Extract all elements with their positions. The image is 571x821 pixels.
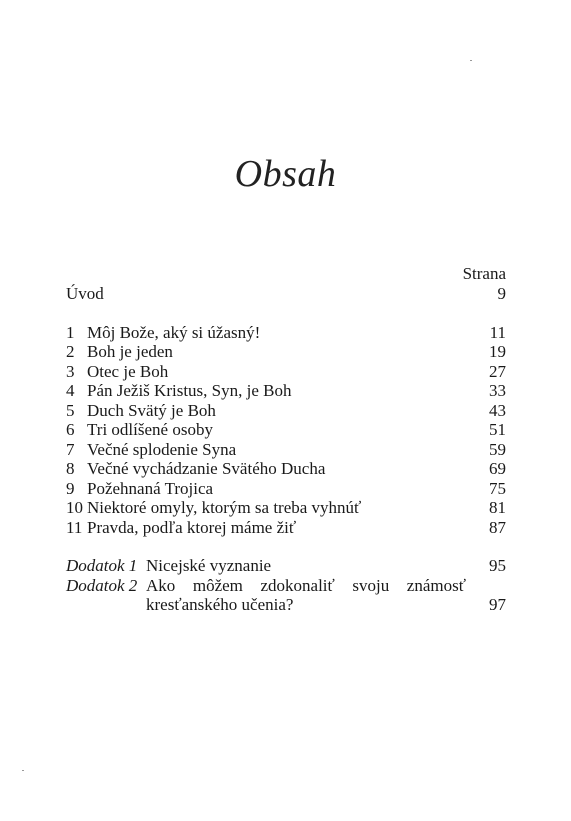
chapter-row <box>66 479 506 499</box>
chapter-page: 87 <box>489 517 506 537</box>
chapter-number: 2 <box>66 342 75 361</box>
chapter-page: 43 <box>489 400 506 420</box>
chapter-title: Pravda, podľa ktorej máme žiť <box>87 517 297 537</box>
chapter-page: 19 <box>489 342 506 361</box>
chapter-title: Duch Svätý je Boh <box>87 400 216 420</box>
toc-intro-page: 9 <box>497 284 506 303</box>
chapter-row <box>66 498 506 518</box>
chapter-row <box>66 440 506 460</box>
section-spacer <box>66 537 506 556</box>
chapter-title: Večné vychádzanie Svätého Ducha <box>87 459 326 478</box>
chapter-page: 69 <box>489 459 506 478</box>
chapter-page: 75 <box>489 478 506 498</box>
chapter-row <box>66 323 506 343</box>
chapter-page: 33 <box>489 381 506 400</box>
appendix-title <box>146 556 466 576</box>
chapter-number: 1 <box>66 322 75 342</box>
chapter-list <box>66 323 506 538</box>
appendix-key: Dodatok 2 <box>66 575 138 595</box>
appendix-page-number: 97 <box>489 595 506 614</box>
appendix-list <box>66 556 506 615</box>
chapter-page: 11 <box>489 322 506 342</box>
chapter-row <box>66 362 506 382</box>
chapter-number: 10 <box>66 498 83 517</box>
appendix-title-line: kresťanského učenia? <box>146 595 294 614</box>
chapter-number: 7 <box>66 439 75 459</box>
chapter-number: 6 <box>66 420 75 439</box>
chapter-title: Pán Ježiš Kristus, Syn, je Boh <box>87 381 292 400</box>
scan-speck <box>22 770 24 771</box>
table-of-contents <box>66 264 506 615</box>
chapter-row <box>66 342 506 362</box>
chapter-row <box>66 420 506 440</box>
chapter-title: Otec je Boh <box>87 361 169 381</box>
chapter-page: 27 <box>489 361 506 381</box>
chapter-number: 11 <box>66 517 83 537</box>
page-title: Obsah <box>234 153 337 195</box>
appendix-title <box>146 576 466 615</box>
chapter-row <box>66 459 506 479</box>
appendix-row <box>66 556 506 576</box>
chapter-title: Tri odlíšené osoby <box>87 420 213 439</box>
appendix-page: 95 <box>489 556 506 575</box>
toc-intro-label: Úvod <box>66 284 104 303</box>
chapter-title: Boh je jeden <box>87 342 173 361</box>
page-column-header: Strana <box>462 264 506 283</box>
appendix-page <box>466 576 506 615</box>
appendix-row <box>66 576 506 615</box>
scan-speck <box>470 60 472 61</box>
chapter-number: 5 <box>66 400 75 420</box>
chapter-page: 81 <box>489 498 506 517</box>
chapter-title: Večné splodenie Syna <box>87 439 237 459</box>
chapter-page: 59 <box>489 439 506 459</box>
chapter-number: 8 <box>66 459 75 478</box>
appendix-key: Dodatok 1 <box>66 556 138 575</box>
chapter-number: 3 <box>66 361 75 381</box>
chapter-page: 51 <box>489 420 506 439</box>
appendix-title-line: Ako môžem zdokonaliť svoju známosť <box>146 575 466 595</box>
chapter-number: 4 <box>66 381 75 400</box>
appendix-title-line: Nicejské vyznanie <box>146 556 272 575</box>
chapter-row <box>66 381 506 401</box>
toc-intro-row <box>66 284 506 304</box>
chapter-title: Požehnaná Trojica <box>87 478 214 498</box>
chapter-row <box>66 401 506 421</box>
chapter-row <box>66 518 506 538</box>
chapter-title: Môj Bože, aký si úžasný! <box>87 322 261 342</box>
chapter-title: Niektoré omyly, ktorým sa treba vyhnúť <box>87 498 362 517</box>
chapter-number: 9 <box>66 478 75 498</box>
